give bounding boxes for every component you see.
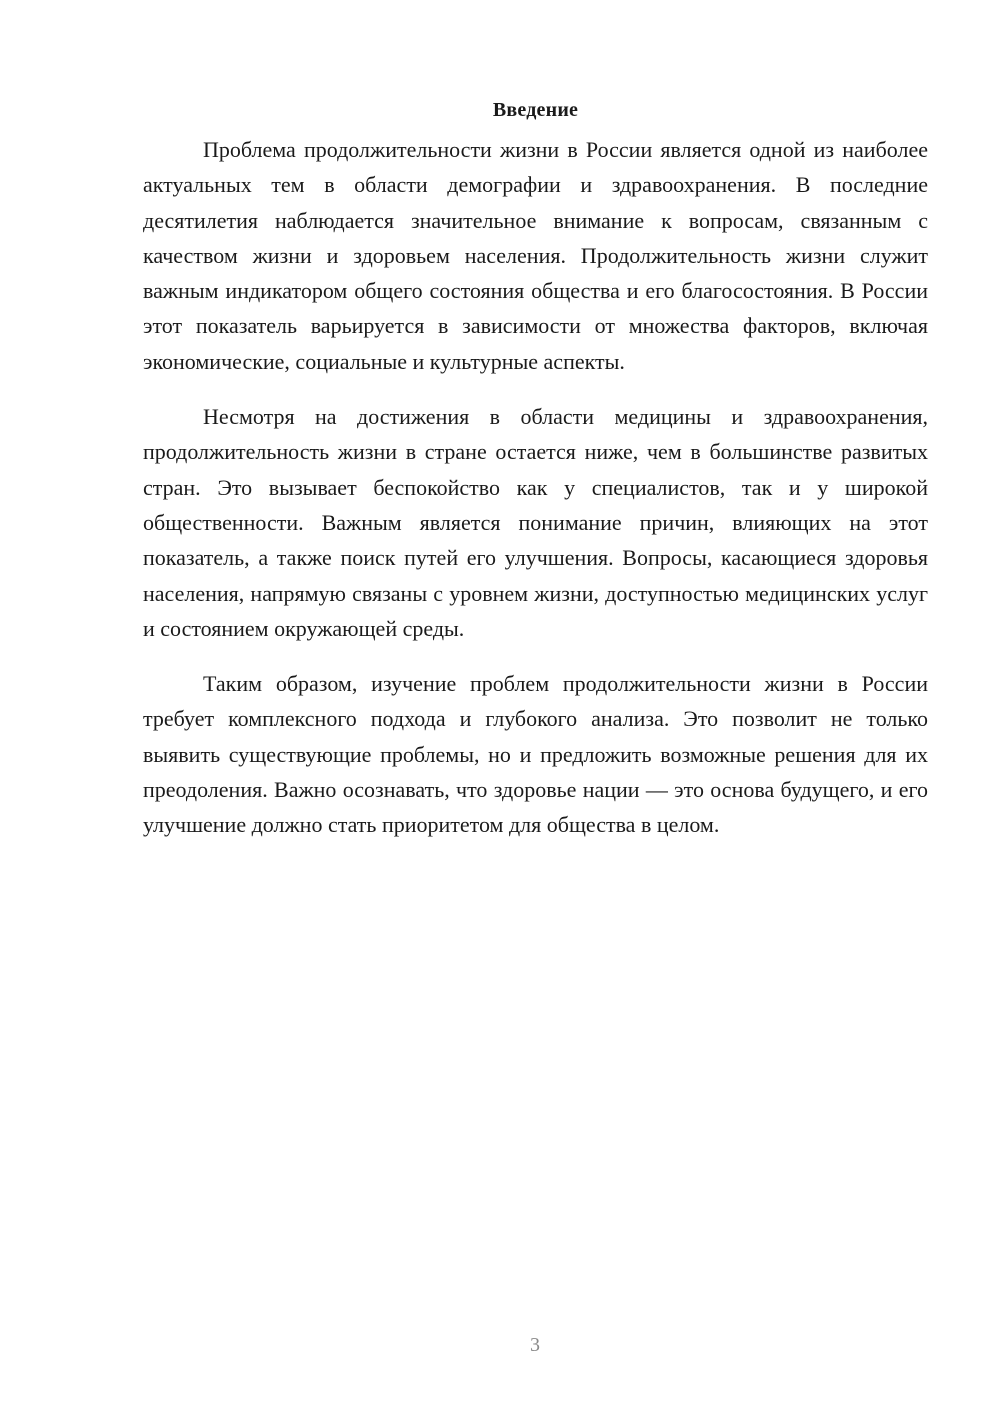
paragraph-2: Несмотря на достижения в области медицины и здравоохранения, продолжительность жизни в стране остается ниже, чем в большинстве развитых стран. Это вызывает беспокойство как у специалистов, так и у широкой общественности. Важным является понимание причин, влияющих на этот показатель, а также поиск путей его улучшения. Вопросы, касающиеся здоровья населения, напрямую связаны с уровнем жизни, доступностью медицинских услуг и состоянием окружающей среды. <box>143 404 928 641</box>
paragraph-3: Таким образом, изучение проблем продолжительности жизни в России требует комплексного подхода и глубокого анализа. Это позволит не только выявить существующие проблемы, но и предложить возможные решения для их преодоления. Важно осознавать, что здоровье нации — это основа будущего, и его улучшение должно стать приоритетом для общества в целом. <box>143 671 928 838</box>
page-number: 3 <box>530 1334 540 1356</box>
document-body <box>143 96 928 863</box>
section-title: Введение <box>492 99 579 121</box>
paragraph-1: Проблема продолжительности жизни в России является одной из наиболее актуальных тем в области демографии и здравоохранения. В последние десятилетия наблюдается значительное внимание к вопросам, связанным с качеством жизни и здоровьем населения. Продолжительность жизни служит важным индикатором общего состояния общества и его благосостояния. В России этот показатель варьируется в зависимости от множества факторов, включая экономические, социальные и культурные аспекты. <box>143 137 928 374</box>
